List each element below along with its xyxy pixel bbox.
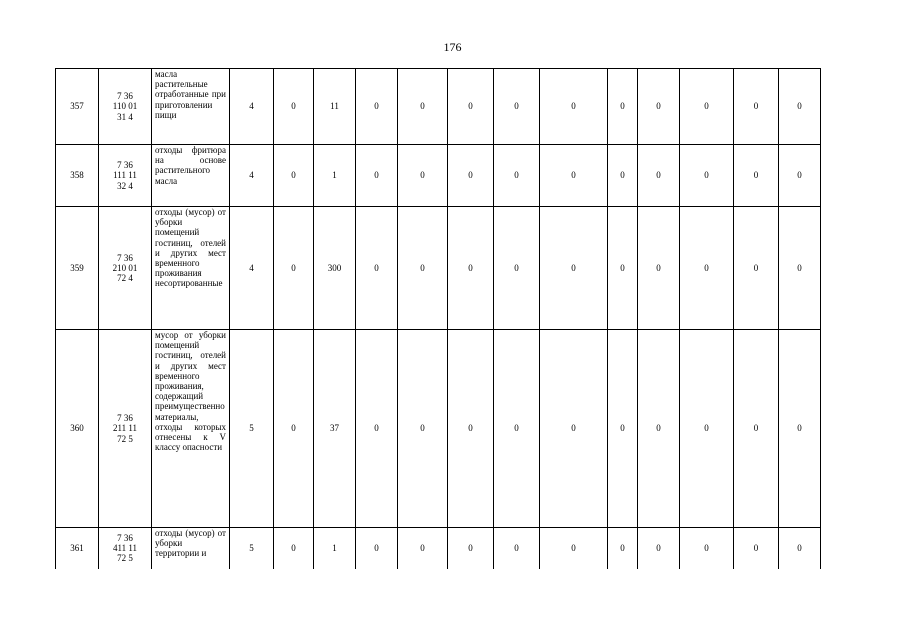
value-cell: 0 <box>398 330 448 528</box>
value-cell: 0 <box>608 330 638 528</box>
waste-table <box>55 68 821 569</box>
value-cell: 0 <box>274 330 314 528</box>
waste-name: масла растительные отработанные при приготовлении пищи <box>152 69 230 145</box>
value-cell: 0 <box>608 528 638 569</box>
value-cell: 0 <box>448 207 494 330</box>
waste-code: 7 36 110 01 31 4 <box>99 69 152 145</box>
value-cell: 0 <box>274 207 314 330</box>
value-cell: 4 <box>230 207 274 330</box>
value-cell: 1 <box>314 528 356 569</box>
table-row <box>56 69 821 145</box>
row-number: 357 <box>56 69 99 145</box>
value-cell: 0 <box>540 145 608 207</box>
value-cell: 0 <box>356 145 398 207</box>
value-cell: 0 <box>734 207 779 330</box>
value-cell: 0 <box>398 145 448 207</box>
value-cell: 0 <box>274 528 314 569</box>
value-cell: 37 <box>314 330 356 528</box>
row-number: 358 <box>56 145 99 207</box>
value-cell: 0 <box>734 330 779 528</box>
value-cell: 0 <box>356 207 398 330</box>
value-cell: 0 <box>680 69 734 145</box>
value-cell: 0 <box>398 207 448 330</box>
waste-name: мусор от уборки помещений гостиниц, отелей и других мест временного проживания, содержащий преимущественно материалы, отходы которых отнесены к V классу опасности <box>152 330 230 528</box>
row-number: 360 <box>56 330 99 528</box>
value-cell: 0 <box>398 528 448 569</box>
value-cell: 0 <box>638 69 680 145</box>
value-cell: 0 <box>638 330 680 528</box>
value-cell: 0 <box>638 145 680 207</box>
waste-code: 7 36 411 11 72 5 <box>99 528 152 569</box>
value-cell: 0 <box>638 528 680 569</box>
value-cell: 0 <box>540 528 608 569</box>
value-cell: 0 <box>779 330 821 528</box>
value-cell: 0 <box>779 145 821 207</box>
value-cell: 1 <box>314 145 356 207</box>
table-row <box>56 528 821 569</box>
value-cell: 0 <box>398 69 448 145</box>
value-cell: 0 <box>448 330 494 528</box>
table-row <box>56 145 821 207</box>
value-cell: 0 <box>494 330 540 528</box>
value-cell: 0 <box>680 528 734 569</box>
value-cell: 0 <box>638 207 680 330</box>
value-cell: 0 <box>494 145 540 207</box>
value-cell: 0 <box>608 69 638 145</box>
value-cell: 0 <box>448 69 494 145</box>
value-cell: 0 <box>608 207 638 330</box>
value-cell: 0 <box>356 528 398 569</box>
value-cell: 0 <box>680 330 734 528</box>
value-cell: 0 <box>779 528 821 569</box>
value-cell: 0 <box>540 207 608 330</box>
waste-name: отходы (мусор) от уборки помещений гостиниц, отелей и других мест временного проживания несортированные <box>152 207 230 330</box>
value-cell: 0 <box>680 207 734 330</box>
value-cell: 11 <box>314 69 356 145</box>
value-cell: 0 <box>734 69 779 145</box>
waste-code: 7 36 210 01 72 4 <box>99 207 152 330</box>
value-cell: 4 <box>230 69 274 145</box>
value-cell: 0 <box>540 330 608 528</box>
value-cell: 0 <box>608 145 638 207</box>
waste-name: отходы (мусор) от уборки территории и <box>152 528 230 569</box>
waste-code: 7 36 111 11 32 4 <box>99 145 152 207</box>
page-number: 176 <box>443 40 462 54</box>
value-cell: 0 <box>779 207 821 330</box>
value-cell: 5 <box>230 528 274 569</box>
value-cell: 5 <box>230 330 274 528</box>
value-cell: 0 <box>494 528 540 569</box>
table-row <box>56 207 821 330</box>
waste-code: 7 36 211 11 72 5 <box>99 330 152 528</box>
value-cell: 0 <box>680 145 734 207</box>
row-number: 361 <box>56 528 99 569</box>
value-cell: 0 <box>448 145 494 207</box>
value-cell: 0 <box>356 69 398 145</box>
value-cell: 0 <box>448 528 494 569</box>
table-row <box>56 330 821 528</box>
value-cell: 300 <box>314 207 356 330</box>
waste-name: отходы фритюра на основе растительного масла <box>152 145 230 207</box>
value-cell: 0 <box>274 145 314 207</box>
value-cell: 0 <box>734 528 779 569</box>
value-cell: 0 <box>356 330 398 528</box>
value-cell: 0 <box>494 69 540 145</box>
value-cell: 0 <box>494 207 540 330</box>
value-cell: 4 <box>230 145 274 207</box>
value-cell: 0 <box>540 69 608 145</box>
value-cell: 0 <box>734 145 779 207</box>
value-cell: 0 <box>779 69 821 145</box>
row-number: 359 <box>56 207 99 330</box>
value-cell: 0 <box>274 69 314 145</box>
